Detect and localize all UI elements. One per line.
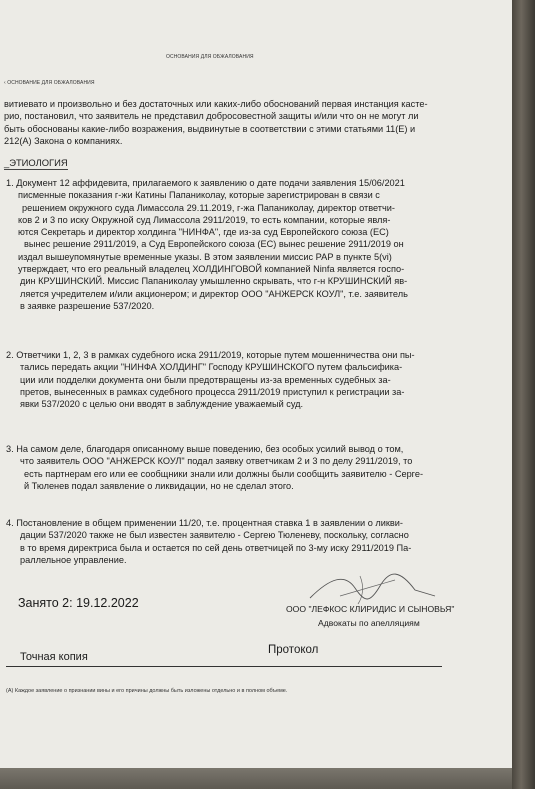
- protocol-label: Протокол: [268, 644, 319, 656]
- item-line: тались передать акции "НИНФА ХОЛДИНГ" Господу КРУШИНСКОГО путем фальсифика-: [20, 362, 403, 373]
- list-item-1: [6, 177, 408, 312]
- intro-line: рио, постановил, что заявитель не представил добросовестной защиты и/или что он не могут ли: [4, 111, 419, 122]
- item-line: писменные показания г-жи Катины Папаниколау, которые зарегистрирован в связи с: [18, 190, 380, 201]
- item-line: дин КРУШИНСКИЙ. Миссис Папаниколау умышленно скрывать, что г-н КРУШИНСКИЙ яв-: [20, 276, 408, 287]
- binder-edge: [512, 0, 535, 789]
- item-line: издал вышеупомянутые временные указы. В этом заявлении миссис РАР в пункте 5(vi): [18, 251, 392, 262]
- law-firm-role: Адвокаты по апелляциям: [318, 618, 420, 628]
- list-item-4: [6, 517, 411, 566]
- item-line: 3. На самом деле, благодаря описанному выше поведению, без особых усилий вывод о том,: [6, 444, 404, 454]
- item-line: ков 2 и 3 по иску Окружной суд Лимассола 2911/2019, то есть компании, которые явля-: [18, 214, 391, 225]
- item-line: в то время директриса была и остается по сей день ответчицей по 3-му иску 2911/2019 Па-: [20, 542, 412, 553]
- footnote: (А) Каждое заявление о признании вины и его причины должны быть изложены отдельно и в полном объеме.: [6, 688, 288, 694]
- item-line: 1. Документ 12 аффидевита, прилагаемого к заявлению о дате подачи заявления 15/06/2021: [6, 178, 405, 188]
- item-line: есть партнерам его или ее сообщники знали или должны были сообщить заявителю - Серге-: [24, 468, 423, 479]
- signature-icon: [300, 568, 450, 608]
- filed-date: Занято 2: 19.12.2022: [18, 596, 139, 610]
- item-line: 2. Ответчики 1, 2, 3 в рамках судебного иска 2911/2019, которые путем мошенничества они пы-: [6, 350, 415, 360]
- list-item-3: [6, 443, 423, 492]
- running-subtitle: ‹ ОСНОВАНИЕ ДЛЯ ОБЖАЛОВАНИЯ: [4, 80, 95, 86]
- item-line: претов, вынесенных в рамках судебного процесса 2911/2019 приступил к регистрации за-: [20, 386, 405, 397]
- section-title: _ЭТИОЛОГИЯ: [4, 157, 68, 168]
- signature-line: [6, 666, 442, 667]
- item-line: ются Секретарь и директор холдинга "НИНФА", где из-за суд Европейского союза (ЕС): [18, 227, 389, 238]
- item-line: раллельное управление.: [20, 554, 127, 565]
- item-line: утверждает, что его реальный владелец ХОЛДИНГОВОЙ компанией Ninfa является госпо-: [18, 264, 405, 275]
- law-firm-name: ООО "ЛЕФКОС КЛИРИДИС И СЫНОВЬЯ": [286, 604, 455, 614]
- item-line: ляется учредителем и/или акционером; и директор ООО "АНЖЕРСК КОУЛ", т.е. заявитель: [20, 288, 408, 299]
- table-surface: [0, 768, 512, 789]
- page-header: ОСНОВАНИЯ ДЛЯ ОБЖАЛОВАНИЯ: [166, 54, 254, 60]
- item-line: решением окружного суда Лимассола 29.11.2019, г-жа Папаниколау, директор ответчи-: [22, 202, 395, 213]
- item-line: явки 537/2020 с целью они вводят в заблуждение уважаемый суд.: [20, 399, 304, 410]
- item-line: в заявке разрешение 537/2020.: [20, 300, 155, 311]
- true-copy-label: Точная копия: [20, 651, 88, 663]
- item-line: вынес решение 2911/2019, а Суд Европейского союза (ЕС) вынес решение 2911/2019 он: [24, 239, 404, 250]
- list-item-2: [6, 349, 415, 410]
- item-line: что заявитель ООО "АНЖЕРСК КОУЛ" подал заявку ответчикам 2 и 3 по делу 2911/2019, то: [20, 456, 413, 467]
- item-line: дации 537/2020 также не был известен заявителю - Сергею Тюленеву, поскольку, согласно: [20, 530, 409, 541]
- section-underline: [4, 169, 68, 170]
- item-line: й Тюленев подал заявление о ликвидации, но не сделал этого.: [24, 480, 294, 491]
- intro-line: быть обоснованы какие-либо возражения, выдвинутые в соответствии с этими статьями 11(E) и: [4, 123, 416, 134]
- intro-line: 212(A) Закона о компаниях.: [4, 135, 123, 146]
- intro-line: витиевато и произвольно и без достаточных или каких-либо обоснований первая инстанция касте-: [4, 99, 428, 109]
- item-line: ции или подделки документа они были предотвращены из-за временных судебных за-: [20, 374, 391, 385]
- item-line: 4. Постановление в общем применении 11/20, т.е. процентная ставка 1 в заявлении о ликви-: [6, 518, 403, 528]
- intro-paragraph: [4, 98, 428, 147]
